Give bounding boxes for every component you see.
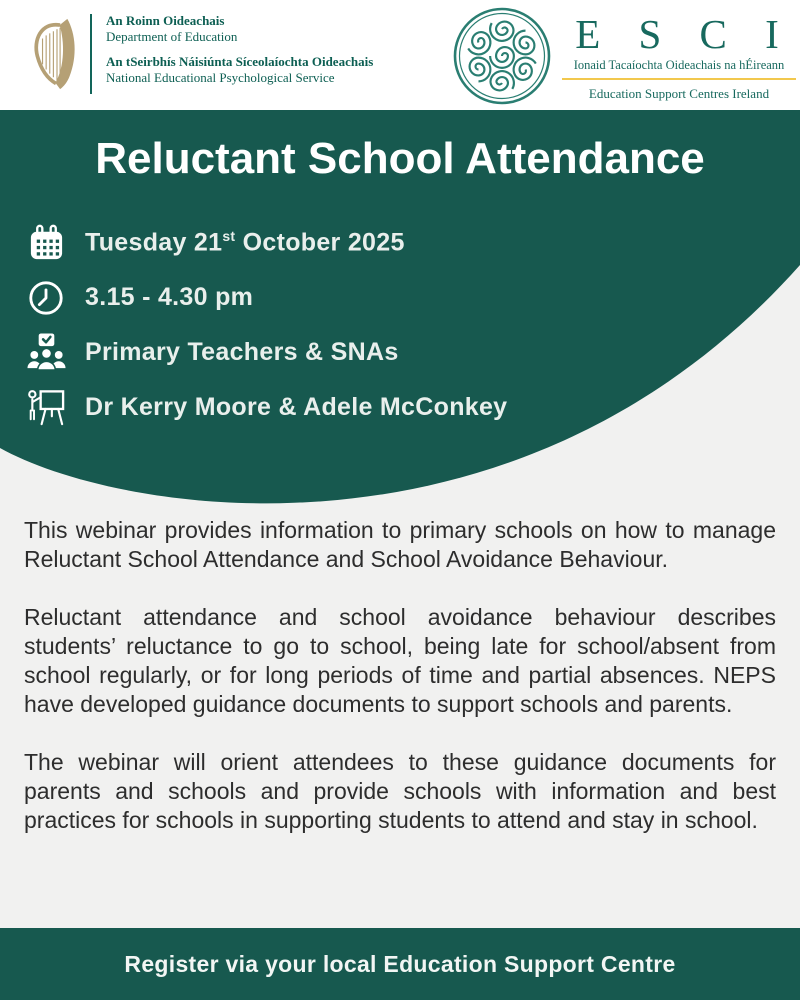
description-paragraph-2: Reluctant attendance and school avoidance behaviour describes students’ reluctance to go to school, being late for school/absent from school regularly, or for long periods of time and partial absences. NEPS have developed guidance documents to support schools and parents. <box>24 604 776 717</box>
presenter-board-icon <box>24 387 68 428</box>
event-audience: Primary Teachers & SNAs <box>85 338 399 366</box>
date-row <box>24 222 507 263</box>
people-group-icon <box>24 332 68 373</box>
irish-harp-icon <box>26 10 88 98</box>
register-cta: Register via your local Education Support Centre <box>124 950 676 977</box>
esci-acronym: E S C I <box>575 10 793 57</box>
time-row <box>24 277 507 318</box>
date-ordinal: st <box>222 227 236 244</box>
celtic-spiral-icon <box>452 6 552 106</box>
org2-name-english: National Educational Psychological Service <box>106 70 335 85</box>
clock-icon <box>24 279 68 317</box>
event-date: Tuesday 21st October 2025 <box>85 227 405 257</box>
description <box>24 516 776 835</box>
page-title: Reluctant School Attendance <box>95 134 705 183</box>
description-paragraph-3: The webinar will orient attendees to these guidance documents for parents and schools and provide schools with information and best practices for schools in supporting students to attend and stay in school. <box>24 749 776 833</box>
gov-logo <box>26 10 373 98</box>
event-details <box>24 222 507 428</box>
org1-name-irish: An Roinn Oideachais <box>106 13 225 28</box>
esci-gold-divider <box>562 78 796 80</box>
gov-org-names <box>106 13 373 95</box>
audience-row <box>24 332 507 373</box>
logo-divider <box>90 14 92 94</box>
event-time: 3.15 - 4.30 pm <box>85 283 254 311</box>
esci-wordmark <box>560 12 798 101</box>
calendar-icon <box>24 223 68 262</box>
event-banner <box>0 110 800 510</box>
esci-name-english: Education Support Centres Ireland <box>588 85 770 101</box>
register-bar <box>0 928 800 1000</box>
org1-name-english: Department of Education <box>106 29 238 44</box>
description-paragraph-1: This webinar provides information to primary schools on how to manage Reluctant School Attendance and School Avoidance Behaviour. <box>24 517 776 572</box>
esci-logo <box>452 6 798 106</box>
presenters-row <box>24 387 507 428</box>
event-presenters: Dr Kerry Moore & Adele McConkey <box>85 393 508 421</box>
header <box>0 0 800 110</box>
esci-name-irish: Ionaid Tacaíochta Oideachais na hÉireann <box>573 57 785 72</box>
org2-name-irish: An tSeirbhís Náisiúnta Síceolaíochta Oideachais <box>106 54 374 69</box>
